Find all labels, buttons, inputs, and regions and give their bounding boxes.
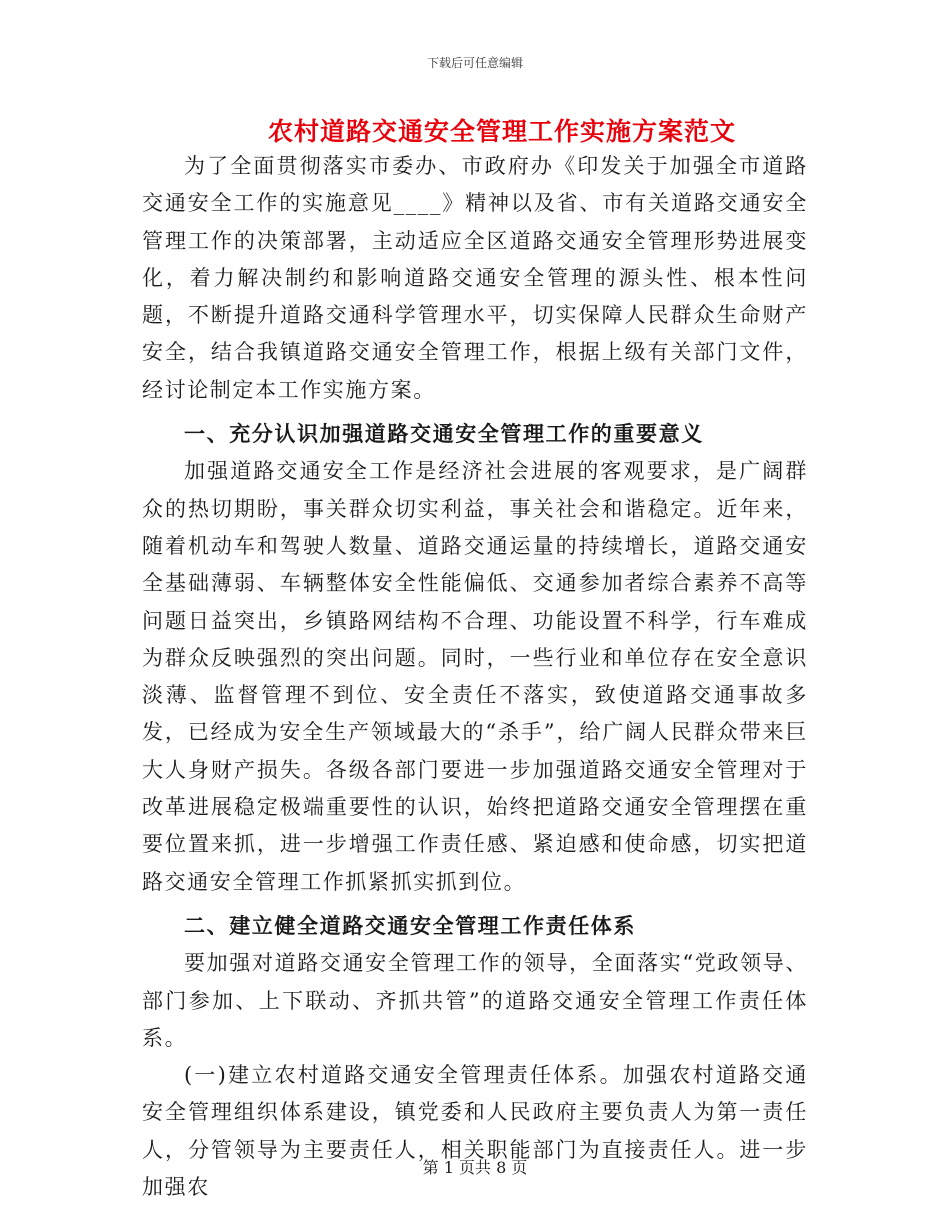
paragraph-subsection-1: (一)建立农村道路交通安全管理责任体系。加强农村道路交通安全管理组织体系建设，镇党委和人民政府主要负责人为第一责任人，分管领导为主要责任人，相关职能部门为直接责任人。进一步加强农 — [142, 1063, 808, 1200]
document-body — [142, 148, 808, 1206]
page-footer: 第 1 页共 8 页 — [422, 1158, 528, 1177]
header-note: 下载后可任意编辑 — [426, 56, 523, 70]
document-title: 农村道路交通安全管理工作实施方案范文 — [267, 117, 736, 146]
section-heading-1: 一、充分认识加强道路交通安全管理工作的重要意义 — [184, 421, 704, 447]
section-heading-2: 二、建立健全道路交通安全管理工作责任体系 — [184, 912, 636, 938]
paragraph-responsibility: 要加强对道路交通安全管理工作的领导，全面落实“党政领导、部门参加、上下联动、齐抓共管”的道路交通安全管理工作责任体系。 — [142, 951, 808, 1050]
paragraph-intro: 为了全面贯彻落实市委办、市政府办《印发关于加强全市道路交通安全工作的实施意见____》精神以及省、市有关道路交通安全管理工作的决策部署，主动适应全区道路交通安全管理形势进展变化，着力解决制约和影响道路交通安全管理的源头性、根本性问题，不断提升道路交通科学管理水平，切实保障人民群众生命财产安全，结合我镇道路交通安全管理工作，根据上级有关部门文件，经讨论制定本工作实施方案。 — [142, 154, 808, 402]
paragraph-significance: 加强道路交通安全工作是经济社会进展的客观要求，是广阔群众的热切期盼，事关群众切实利益，事关社会和谐稳定。近年来，随着机动车和驾驶人数量、道路交通运量的持续增长，道路交通安全基础薄弱、车辆整体安全性能偏低、交通参加者综合素养不高等问题日益突出，乡镇路网结构不合理、功能设置不科学，行车难成为群众反映强烈的突出问题。同时，一些行业和单位存在安全意识淡薄、监督管理不到位、安全责任不落实，致使道路交通事故多发，已经成为安全生产领域最大的“杀手”，给广阔人民群众带来巨大人身财产损失。各级各部门要进一步加强道路交通安全管理对于改革进展稳定极端重要性的认识，始终把道路交通安全管理摆在重要位置来抓，进一步增强工作责任感、紧迫感和使命感，切实把道路交通安全管理工作抓紧抓实抓到位。 — [142, 459, 808, 894]
